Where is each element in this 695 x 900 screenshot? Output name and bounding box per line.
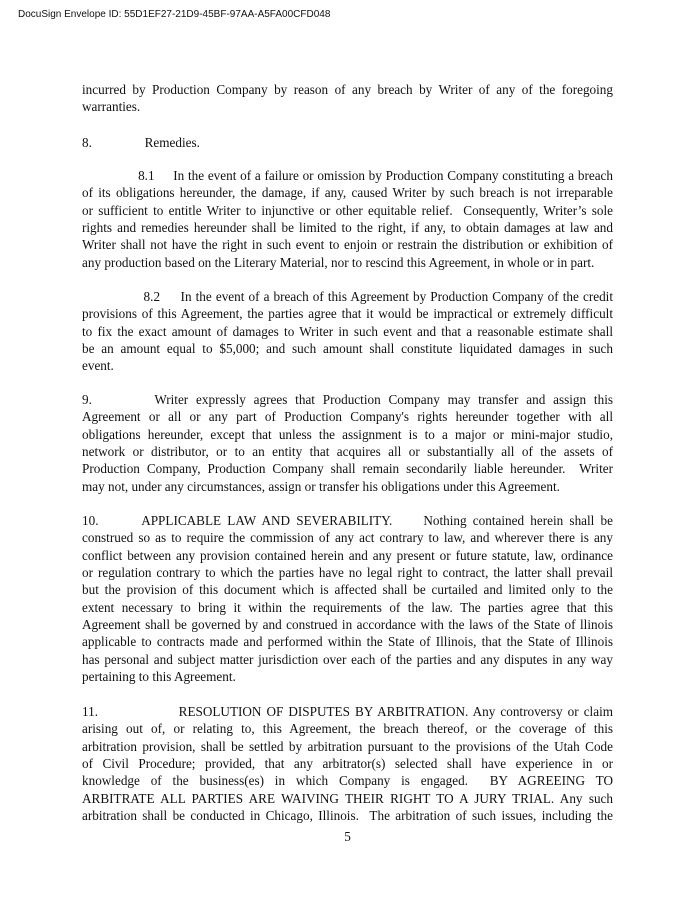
text-line: to fix the exact amount of damages to Writer in such event and that a reasonable estimate shall xyxy=(82,323,613,339)
text-line: but the provision of this document which is affected shall be curtailed and limited only to the xyxy=(82,582,613,598)
text-line: incurred by Production Company by reason of any breach by Writer of any of the foregoing xyxy=(82,82,613,97)
text-line: 9. Writer expressly agrees that Production Company may transfer and assign this xyxy=(82,392,613,407)
text-line: Agreement or all or any part of Production Company's rights hereunder together with all xyxy=(82,409,613,425)
text-line: or sufficient to entitle Writer to injunctive or other equitable relief. Consequently, Writer’s sole xyxy=(82,202,613,218)
text-line: Agreement shall be governed by and construed in accordance with the laws of the State of llinois xyxy=(82,617,613,633)
text-line: 8.1 In the event of a failure or omission by Production Company constituting a breach xyxy=(82,168,613,183)
text-line: event. xyxy=(82,358,114,374)
text-line: construed so as to require the commission of any act contrary to law, and wherever there is any xyxy=(82,530,613,546)
section-8-heading xyxy=(82,134,613,151)
text-line: provisions of this Agreement, the parties agree that it would be impractical or extremely difficult xyxy=(82,306,613,322)
text-line: applicable to contracts made and performed within the State of Illinois, that the State of Illinois xyxy=(82,634,613,650)
text-line: 8.2 In the event of a breach of this Agreement by Production Company of the credit xyxy=(82,289,613,304)
section-11-arbitration xyxy=(82,703,613,824)
text-line: may not, under any circumstances, assign or transfer his obligations under this Agreement. xyxy=(82,478,560,494)
text-line: pertaining to this Agreement. xyxy=(82,669,236,685)
text-line: arbitration shall be conducted in Chicago, Illinois. The arbitration of such issues, including the xyxy=(82,808,613,824)
text-line: ARBITRATE ALL PARTIES ARE WAIVING THEIR RIGHT TO A JURY TRIAL. Any such xyxy=(82,790,613,806)
text-line: conflict between any provision contained herein and any present or future statute, law, ordinance xyxy=(82,547,613,563)
text-line: or regulation contrary to which the parties have no legal right to contract, the latter shall prevail xyxy=(82,565,613,581)
text-line: arising out of, or relating to, this Agreement, the breach thereof, or the coverage of this xyxy=(82,721,613,737)
text-line: has personal and subject matter jurisdiction over each of the parties and any disputes in any way xyxy=(82,651,613,667)
text-line: knowledge of the business(es) in which Company is engaged. BY AGREEING TO xyxy=(82,773,613,789)
section-8-2 xyxy=(82,288,613,375)
text-line: warranties. xyxy=(82,99,141,115)
paragraph-warranties-end xyxy=(82,81,613,116)
text-line: of Civil Procedure; provided, that any arbitrator(s) selected shall have experience in or xyxy=(82,756,613,772)
text-line: extent necessary to bring it within the requirements of the law. The parties agree that this xyxy=(82,599,613,615)
text-line: 10. APPLICABLE LAW AND SEVERABILITY. Nothing contained herein shall be xyxy=(82,513,613,528)
text-line: arbitration provision, shall be settled by arbitration pursuant to the provisions of the Utah Code xyxy=(82,738,613,754)
section-10-applicable-law xyxy=(82,512,613,685)
text-line: Writer shall not have the right in such event to enjoin or restrain the distribution or exhibition of xyxy=(82,237,613,253)
text-line: 11. RESOLUTION OF DISPUTES BY ARBITRATION. Any controversy or claim xyxy=(82,704,613,719)
text-line: rights and remedies hereunder shall be limited to the right, if any, to obtain damages at law and xyxy=(82,220,613,236)
text-line: be an amount equal to $5,000; and such amount shall constitute liquidated damages in such xyxy=(82,341,613,357)
text-line: Production Company, Production Company shall remain secondarily liable hereunder. Writer xyxy=(82,461,613,477)
page-number: 5 xyxy=(344,829,351,844)
docusign-envelope-id: DocuSign Envelope ID: 55D1EF27-21D9-45BF-97AA-A5FA00CFD048 xyxy=(18,9,331,20)
text-line: network or distributor, or to an entity that acquires all or substantially all of the assets of xyxy=(82,444,613,460)
text-line: of its obligations hereunder, the damage, if any, caused Writer by such breach is not irreparable xyxy=(82,185,613,201)
text-line: obligations hereunder, except that unless the assignment is to a major or mini-major studio, xyxy=(82,426,613,442)
text-line: 8. Remedies. xyxy=(82,135,200,150)
section-9-assignment xyxy=(82,391,613,495)
section-8-1 xyxy=(82,167,613,271)
text-line: any production based on the Literary Material, nor to rescind this Agreement, in whole or in part. xyxy=(82,254,595,270)
